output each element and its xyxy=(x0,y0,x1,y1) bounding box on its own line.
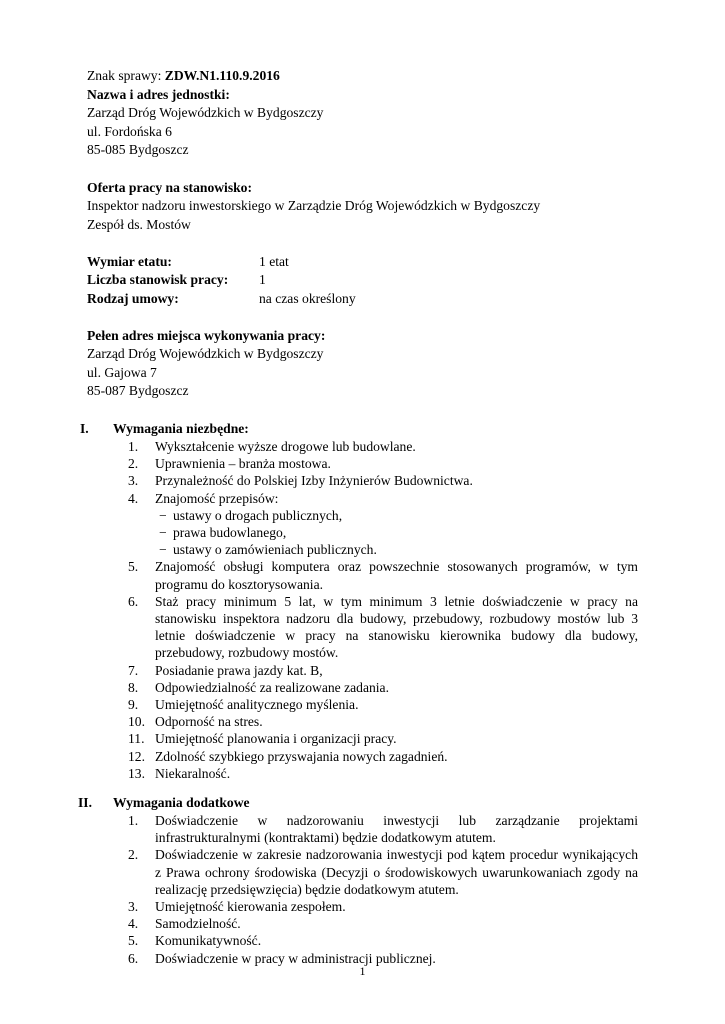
item-text: Znajomość przepisów: xyxy=(155,490,279,506)
item-text: Samodzielność. xyxy=(155,916,241,932)
list-item xyxy=(128,490,638,559)
item-text: Niekaralność. xyxy=(155,765,231,781)
list-item xyxy=(128,812,638,846)
item-number: 5. xyxy=(128,933,139,949)
item-text: Posiadanie prawa jazdy kat. B, xyxy=(155,662,323,678)
item-number: 3. xyxy=(128,899,139,915)
item-text: Przynależność do Polskiej Izby Inżynierów Budownictwa. xyxy=(155,473,473,489)
item-number: 2. xyxy=(128,847,139,863)
item-number: 1. xyxy=(128,439,139,454)
case-number-line xyxy=(87,67,280,85)
detail-label: Wymiar etatu: xyxy=(87,254,172,269)
detail-label: Rodzaj umowy: xyxy=(87,291,179,306)
section-1-title: Wymagania niezbędne: xyxy=(113,421,249,436)
sub-list-item xyxy=(155,507,638,524)
item-text: Wykształcenie wyższe drogowe lub budowlane. xyxy=(155,439,416,454)
list-item xyxy=(128,765,638,782)
workplace-city: 85-087 Bydgoszcz xyxy=(87,383,189,398)
unit-name: Zarząd Dróg Wojewódzkich w Bydgoszczy xyxy=(87,105,324,120)
item-text: Uprawnienia – branża mostowa. xyxy=(155,456,331,472)
list-item xyxy=(128,662,638,679)
item-number: 2. xyxy=(128,456,139,472)
list-item xyxy=(128,846,638,898)
workplace-name: Zarząd Dróg Wojewódzkich w Bydgoszczy xyxy=(87,346,324,361)
section-2-number: II. xyxy=(78,795,92,810)
item-number: 6. xyxy=(128,593,139,609)
detail-value: 1 xyxy=(259,272,266,287)
list-item xyxy=(128,713,638,730)
item-number: 12. xyxy=(128,748,145,764)
item-text: Znajomość obsługi komputera oraz powszechnie stosowanych programów, w tym programu do kosztorysowania. xyxy=(155,559,638,592)
list-item xyxy=(128,898,638,915)
dash-bullet: − xyxy=(159,542,167,558)
offer-position: Inspektor nadzoru inwestorskiego w Zarządzie Dróg Wojewódzkich w Bydgoszczy xyxy=(87,198,541,213)
list-item xyxy=(128,455,638,472)
item-number: 8. xyxy=(128,679,139,695)
item-text: Staż pracy minimum 5 lat, w tym minimum 3 letnie doświadczenie w pracy na stanowisku inspektora nadzoru dla budowy, przebudowy, rozbudowy mostów lub 3 letnie doświadczenie w pracy na stanowisku kierownika budowy dla budowy, przebudowy, rozbudowy mostów. xyxy=(155,593,638,661)
offer-heading: Oferta pracy na stanowisko: xyxy=(87,180,253,195)
case-number: ZDW.N1.110.9.2016 xyxy=(164,68,280,83)
item-number: 13. xyxy=(128,765,145,781)
item-text: Odpowiedzialność za realizowane zadania. xyxy=(155,679,389,695)
list-item xyxy=(128,915,638,932)
item-text: Doświadczenie w nadzorowaniu inwestycji lub zarządzanie projektami infrastrukturalnymi (kontraktami) będzie dodatkowym atutem. xyxy=(155,813,638,846)
list-item xyxy=(128,932,638,949)
section-1-list xyxy=(128,438,638,782)
item-text: Umiejętność analitycznego myślenia. xyxy=(155,697,359,713)
detail-label: Liczba stanowisk pracy: xyxy=(87,272,229,287)
list-item xyxy=(128,730,638,747)
item-number: 3. xyxy=(128,473,139,489)
section-2-title: Wymagania dodatkowe xyxy=(113,795,250,810)
section-2-list xyxy=(128,812,638,967)
item-text: Doświadczenie w zakresie nadzorowania inwestycji pod kątem procedur wynikających z Prawa ochrony środowiska (Decyzji o środowiskowych uwarunkowaniach zgody na realizację przedsięwzięcia) będzie dodatkowym atutem. xyxy=(155,847,638,897)
detail-value: 1 etat xyxy=(259,254,289,269)
case-label: Znak sprawy: xyxy=(87,68,165,83)
unit-street: ul. Fordońska 6 xyxy=(87,124,172,139)
dash-bullet: − xyxy=(159,507,167,523)
item-text: Umiejętność planowania i organizacji pracy. xyxy=(155,731,397,747)
sub-item-text: ustawy o zamówieniach publicznych. xyxy=(173,542,377,558)
workplace-heading: Pełen adres miejsca wykonywania pracy: xyxy=(87,328,326,343)
item-number: 5. xyxy=(128,559,139,575)
section-1-number: I. xyxy=(80,421,89,436)
list-item xyxy=(128,593,638,662)
workplace-street: ul. Gajowa 7 xyxy=(87,365,157,380)
offer-team: Zespół ds. Mostów xyxy=(87,217,191,232)
list-item xyxy=(128,679,638,696)
sub-list-item xyxy=(155,541,638,558)
dash-bullet: − xyxy=(159,525,167,541)
sub-item-text: prawa budowlanego, xyxy=(173,525,287,541)
item-text: Zdolność szybkiego przyswajania nowych zagadnień. xyxy=(155,748,448,764)
sub-list-item xyxy=(155,524,638,541)
item-text: Komunikatywność. xyxy=(155,933,262,949)
item-text: Umiejętność kierowania zespołem. xyxy=(155,899,346,915)
page-number: 1 xyxy=(359,964,366,978)
sub-item-text: ustawy o drogach publicznych, xyxy=(173,507,343,523)
detail-value: na czas określony xyxy=(259,291,356,306)
item-number: 10. xyxy=(128,714,145,730)
item-number: 6. xyxy=(128,950,139,966)
unit-city: 85-085 Bydgoszcz xyxy=(87,142,189,157)
item-number: 7. xyxy=(128,662,139,678)
unit-heading: Nazwa i adres jednostki: xyxy=(87,87,230,102)
item-number: 11. xyxy=(128,731,145,747)
item-number: 4. xyxy=(128,916,139,932)
item-number: 9. xyxy=(128,697,139,713)
list-item xyxy=(128,558,638,592)
list-item xyxy=(128,696,638,713)
list-item xyxy=(128,748,638,765)
item-number: 1. xyxy=(128,813,139,828)
item-text: Odporność na stres. xyxy=(155,714,263,730)
item-text: Doświadczenie w pracy w administracji publicznej. xyxy=(155,950,436,966)
sub-list xyxy=(155,507,638,559)
item-number: 4. xyxy=(128,490,139,506)
list-item xyxy=(128,472,638,489)
list-item xyxy=(128,438,638,455)
